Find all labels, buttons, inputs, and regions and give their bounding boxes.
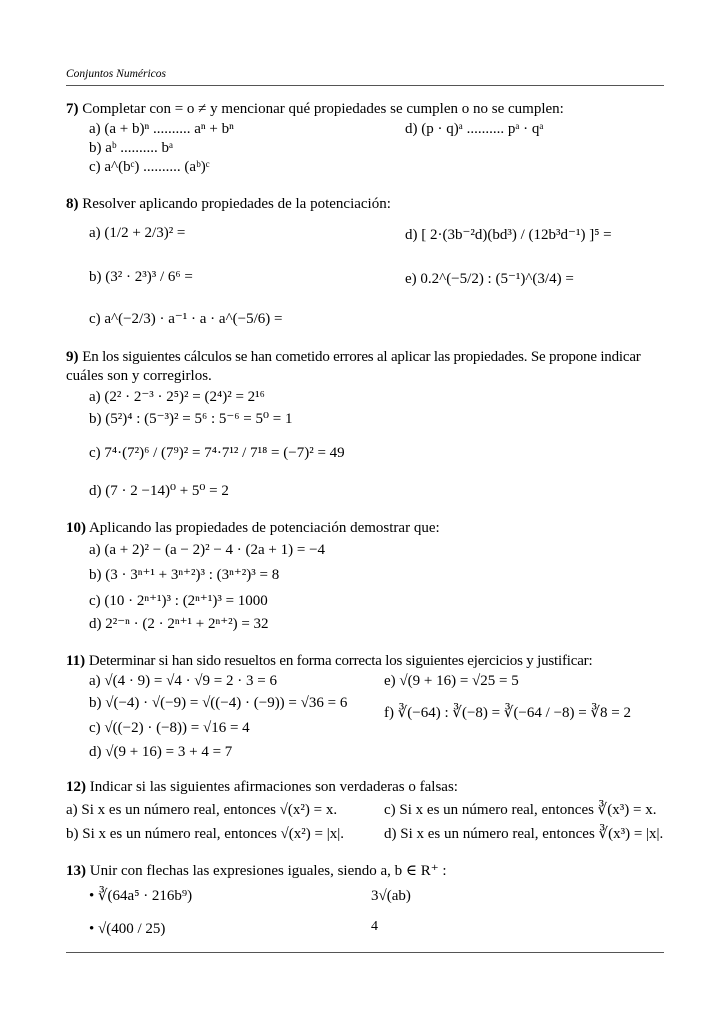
exercise-10a: a) (a + 2)² − (a − 2)² − 4 · (2a + 1) = −4	[89, 542, 326, 558]
exercise-12-number: 12)	[66, 779, 86, 795]
exercise-7	[66, 102, 564, 117]
exercise-10c: c) (10 · 2ⁿ⁺¹)³ : (2ⁿ⁺¹)³ = 1000	[89, 593, 268, 609]
page-header-title: Conjuntos Numéricos	[66, 68, 166, 80]
exercise-7c: c) a^(bᶜ) .......... (aᵇ)ᶜ	[89, 159, 210, 175]
exercise-9	[66, 350, 641, 365]
exercise-11-number: 11)	[66, 653, 86, 669]
exercise-11	[66, 654, 592, 669]
exercise-8-number: 8)	[66, 196, 79, 212]
exercise-12	[66, 780, 458, 795]
exercise-12-prompt: Indicar si las siguientes afirmaciones son verdaderas o falsas:	[89, 779, 458, 795]
exercise-7-number: 7)	[66, 101, 79, 117]
exercise-9-prompt-line-1: En los siguientes cálculos se han cometido errores al aplicar las propiedades. Se propone indicar	[82, 349, 641, 365]
exercise-11b: b) √(−4) · √(−9) = √((−4) · (−9)) = √36 = 6	[89, 695, 348, 711]
exercise-13-item-1: • ∛(64a⁵ · 216b⁹)	[89, 888, 193, 904]
exercise-11e: e) √(9 + 16) = √25 = 5	[384, 673, 519, 689]
exercise-9-prompt-line-2: cuáles son y corregirlos.	[66, 368, 212, 384]
exercise-12d: d) Si x es un número real, entonces ∛(x³) = |x|.	[384, 826, 664, 842]
exercise-11f: f) ∛(−64) : ∛(−8) = ∛(−64 / −8) = ∛8 = 2	[384, 705, 631, 721]
exercise-8c: c) a^(−2/3) · a⁻¹ · a · a^(−5/6) =	[89, 311, 283, 327]
footer-rule	[66, 952, 664, 953]
exercise-8d: d) [ 2·(3b⁻²d)(bd³) / (12b³d⁻¹) ]⁵ =	[405, 227, 612, 243]
exercise-7-prompt: Completar con = o ≠ y mencionar qué propiedades se cumplen o no se cumplen:	[82, 101, 564, 117]
exercise-11a: a) √(4 · 9) = √4 · √9 = 2 · 3 = 6	[89, 673, 277, 689]
exercise-11-prompt: Determinar si han sido resueltos en forma correcta los siguientes ejercicios y justificar:	[88, 653, 593, 669]
exercise-7d: d) (p · q)ᵃ .......... pᵃ · qᵃ	[405, 121, 544, 137]
exercise-13-right-1: 3√(ab)	[371, 888, 411, 904]
exercise-10-number: 10)	[66, 520, 86, 536]
exercise-10	[66, 521, 440, 536]
exercise-7b: b) aᵇ .......... bᵃ	[89, 140, 174, 156]
exercise-11c: c) √((−2) · (−8)) = √16 = 4	[89, 720, 250, 736]
exercise-10d: d) 2²⁻ⁿ · (2 · 2ⁿ⁺¹ + 2ⁿ⁺²) = 32	[89, 616, 269, 632]
exercise-13-number: 13)	[66, 863, 86, 879]
exercise-9c: c) 7⁴·(7²)⁶ / (7⁹)² = 7⁴·7¹² / 7¹⁸ = (−7)² = 49	[89, 445, 345, 461]
exercise-8e: e) 0.2^(−5/2) : (5⁻¹)^(3/4) =	[405, 271, 574, 287]
exercise-11d: d) √(9 + 16) = 3 + 4 = 7	[89, 744, 233, 760]
exercise-10b: b) (3 · 3ⁿ⁺¹ + 3ⁿ⁺²)³ : (3ⁿ⁺²)³ = 8	[89, 567, 280, 583]
exercise-9-number: 9)	[66, 349, 79, 365]
exercise-9a: a) (2² · 2⁻³ · 2⁵)² = (2⁴)² = 2¹⁶	[89, 389, 265, 405]
exercise-8a: a) (1/2 + 2/3)² =	[89, 225, 186, 241]
exercise-8-prompt: Resolver aplicando propiedades de la potenciación:	[82, 196, 391, 212]
header-rule	[66, 85, 664, 86]
exercise-7a: a) (a + b)ⁿ .......... aⁿ + bⁿ	[89, 121, 234, 137]
exercise-13-item-2: • √(400 / 25)	[89, 921, 166, 937]
exercise-8b: b) (3² · 2³)³ / 6⁶ =	[89, 269, 193, 285]
exercise-13	[66, 864, 447, 879]
exercise-12c: c) Si x es un número real, entonces ∛(x³) = x.	[384, 802, 657, 818]
exercise-12b: b) Si x es un número real, entonces √(x²) = |x|.	[66, 826, 344, 842]
exercise-8	[66, 197, 391, 212]
exercise-9b: b) (5²)⁴ : (5⁻³)² = 5⁶ : 5⁻⁶ = 5⁰ = 1	[89, 411, 293, 427]
page-number: 4	[371, 919, 378, 934]
exercise-9d: d) (7 · 2 −14)⁰ + 5⁰ = 2	[89, 483, 229, 499]
exercise-12a: a) Si x es un número real, entonces √(x²) = x.	[66, 802, 338, 818]
exercise-10-prompt: Aplicando las propiedades de potenciación demostrar que:	[88, 520, 440, 536]
exercise-13-prompt: Unir con flechas las expresiones iguales, siendo a, b ∈ R⁺ :	[89, 863, 447, 879]
